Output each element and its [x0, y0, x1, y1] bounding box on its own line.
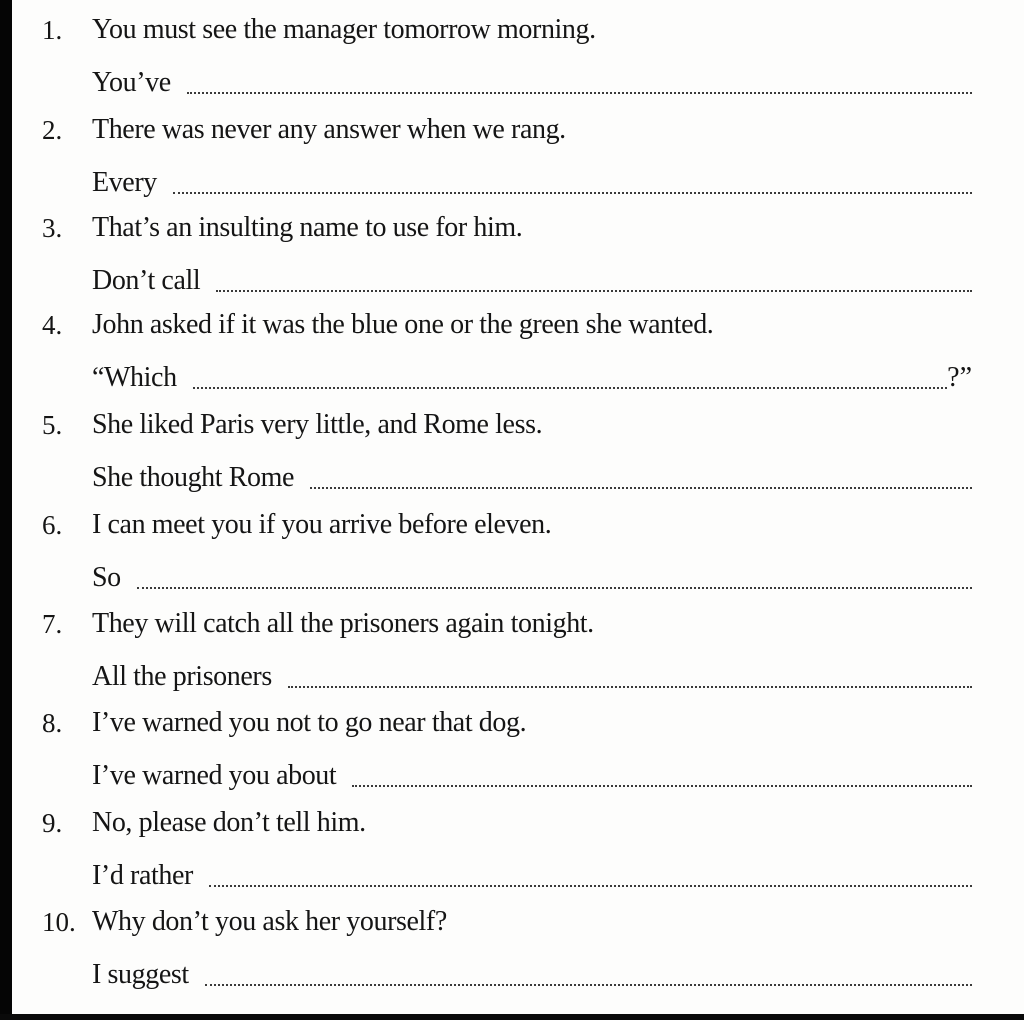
rewrite-row — [92, 853, 972, 893]
prompt-row — [42, 604, 594, 644]
original-sentence: There was never any answer when we rang. — [92, 114, 566, 145]
answer-blank[interactable] — [205, 976, 972, 986]
answer-blank[interactable] — [288, 678, 972, 688]
prompt-row — [42, 405, 542, 445]
rewrite-stem: Don’t call — [92, 265, 201, 296]
prompt-row — [42, 505, 551, 545]
item-number: 4. — [42, 309, 63, 340]
original-sentence: She liked Paris very little, and Rome less. — [92, 409, 543, 440]
rewrite-stem: “Which — [92, 362, 177, 393]
item-number: 2. — [42, 114, 63, 145]
rewrite-stem: I suggest — [92, 959, 189, 990]
answer-blank[interactable] — [209, 877, 972, 887]
answer-blank[interactable] — [310, 479, 972, 489]
prompt-row — [42, 902, 447, 942]
rewrite-row — [92, 455, 972, 495]
answer-blank[interactable] — [173, 184, 972, 194]
item-number: 3. — [42, 212, 63, 243]
original-sentence: No, please don’t tell him. — [92, 807, 366, 838]
item-number: 7. — [42, 608, 63, 639]
rewrite-stem: She thought Rome — [92, 462, 295, 493]
scan-edge-left — [0, 0, 12, 1020]
exercise-item-2 — [42, 110, 972, 210]
answer-blank[interactable] — [193, 379, 947, 389]
item-number: 5. — [42, 409, 63, 440]
answer-blank[interactable] — [352, 777, 972, 787]
prompt-row — [42, 208, 522, 248]
item-number: 1. — [42, 14, 63, 45]
item-number: 8. — [42, 707, 63, 738]
rewrite-row — [92, 160, 972, 200]
rewrite-stem: All the prisoners — [92, 661, 272, 692]
prompt-row — [42, 110, 566, 150]
rewrite-row — [92, 258, 972, 298]
exercise-item-10 — [42, 902, 972, 1002]
rewrite-row — [92, 555, 972, 595]
rewrite-row — [92, 654, 972, 694]
rewrite-row — [92, 952, 972, 992]
rewrite-stem: You’ve — [92, 67, 171, 98]
prompt-row — [42, 10, 596, 50]
item-number: 9. — [42, 807, 63, 838]
exercise-item-4 — [42, 305, 972, 405]
original-sentence: Why don’t you ask her yourself? — [92, 906, 447, 937]
rewrite-row — [92, 355, 972, 395]
answer-blank[interactable] — [187, 84, 972, 94]
closing-punctuation: ?” — [947, 362, 972, 393]
answer-blank[interactable] — [137, 579, 972, 589]
prompt-row — [42, 305, 713, 345]
original-sentence: I’ve warned you not to go near that dog. — [92, 707, 527, 738]
original-sentence: That’s an insulting name to use for him. — [92, 212, 523, 243]
original-sentence: They will catch all the prisoners again tonight. — [92, 608, 594, 639]
original-sentence: You must see the manager tomorrow morning. — [92, 14, 596, 45]
rewrite-stem: Every — [92, 167, 157, 198]
item-number: 6. — [42, 509, 63, 540]
exercise-item-5 — [42, 405, 972, 505]
exercise-item-6 — [42, 505, 972, 605]
exercise-item-8 — [42, 703, 972, 803]
exercise-item-7 — [42, 604, 972, 704]
worksheet-page — [12, 0, 1024, 1014]
original-sentence: I can meet you if you arrive before eleven. — [92, 509, 552, 540]
rewrite-row — [92, 60, 972, 100]
item-number: 10. — [42, 906, 76, 937]
original-sentence: John asked if it was the blue one or the green she wanted. — [92, 309, 714, 340]
exercise-item-1 — [42, 10, 972, 110]
rewrite-stem: So — [92, 562, 121, 593]
prompt-row — [42, 703, 526, 743]
rewrite-stem: I’d rather — [92, 860, 193, 891]
exercise-item-3 — [42, 208, 972, 308]
rewrite-stem: I’ve warned you about — [92, 760, 337, 791]
exercise-item-9 — [42, 803, 972, 903]
scan-edge-bottom — [0, 1014, 1024, 1020]
prompt-row — [42, 803, 366, 843]
answer-blank[interactable] — [216, 282, 972, 292]
rewrite-row — [92, 753, 972, 793]
